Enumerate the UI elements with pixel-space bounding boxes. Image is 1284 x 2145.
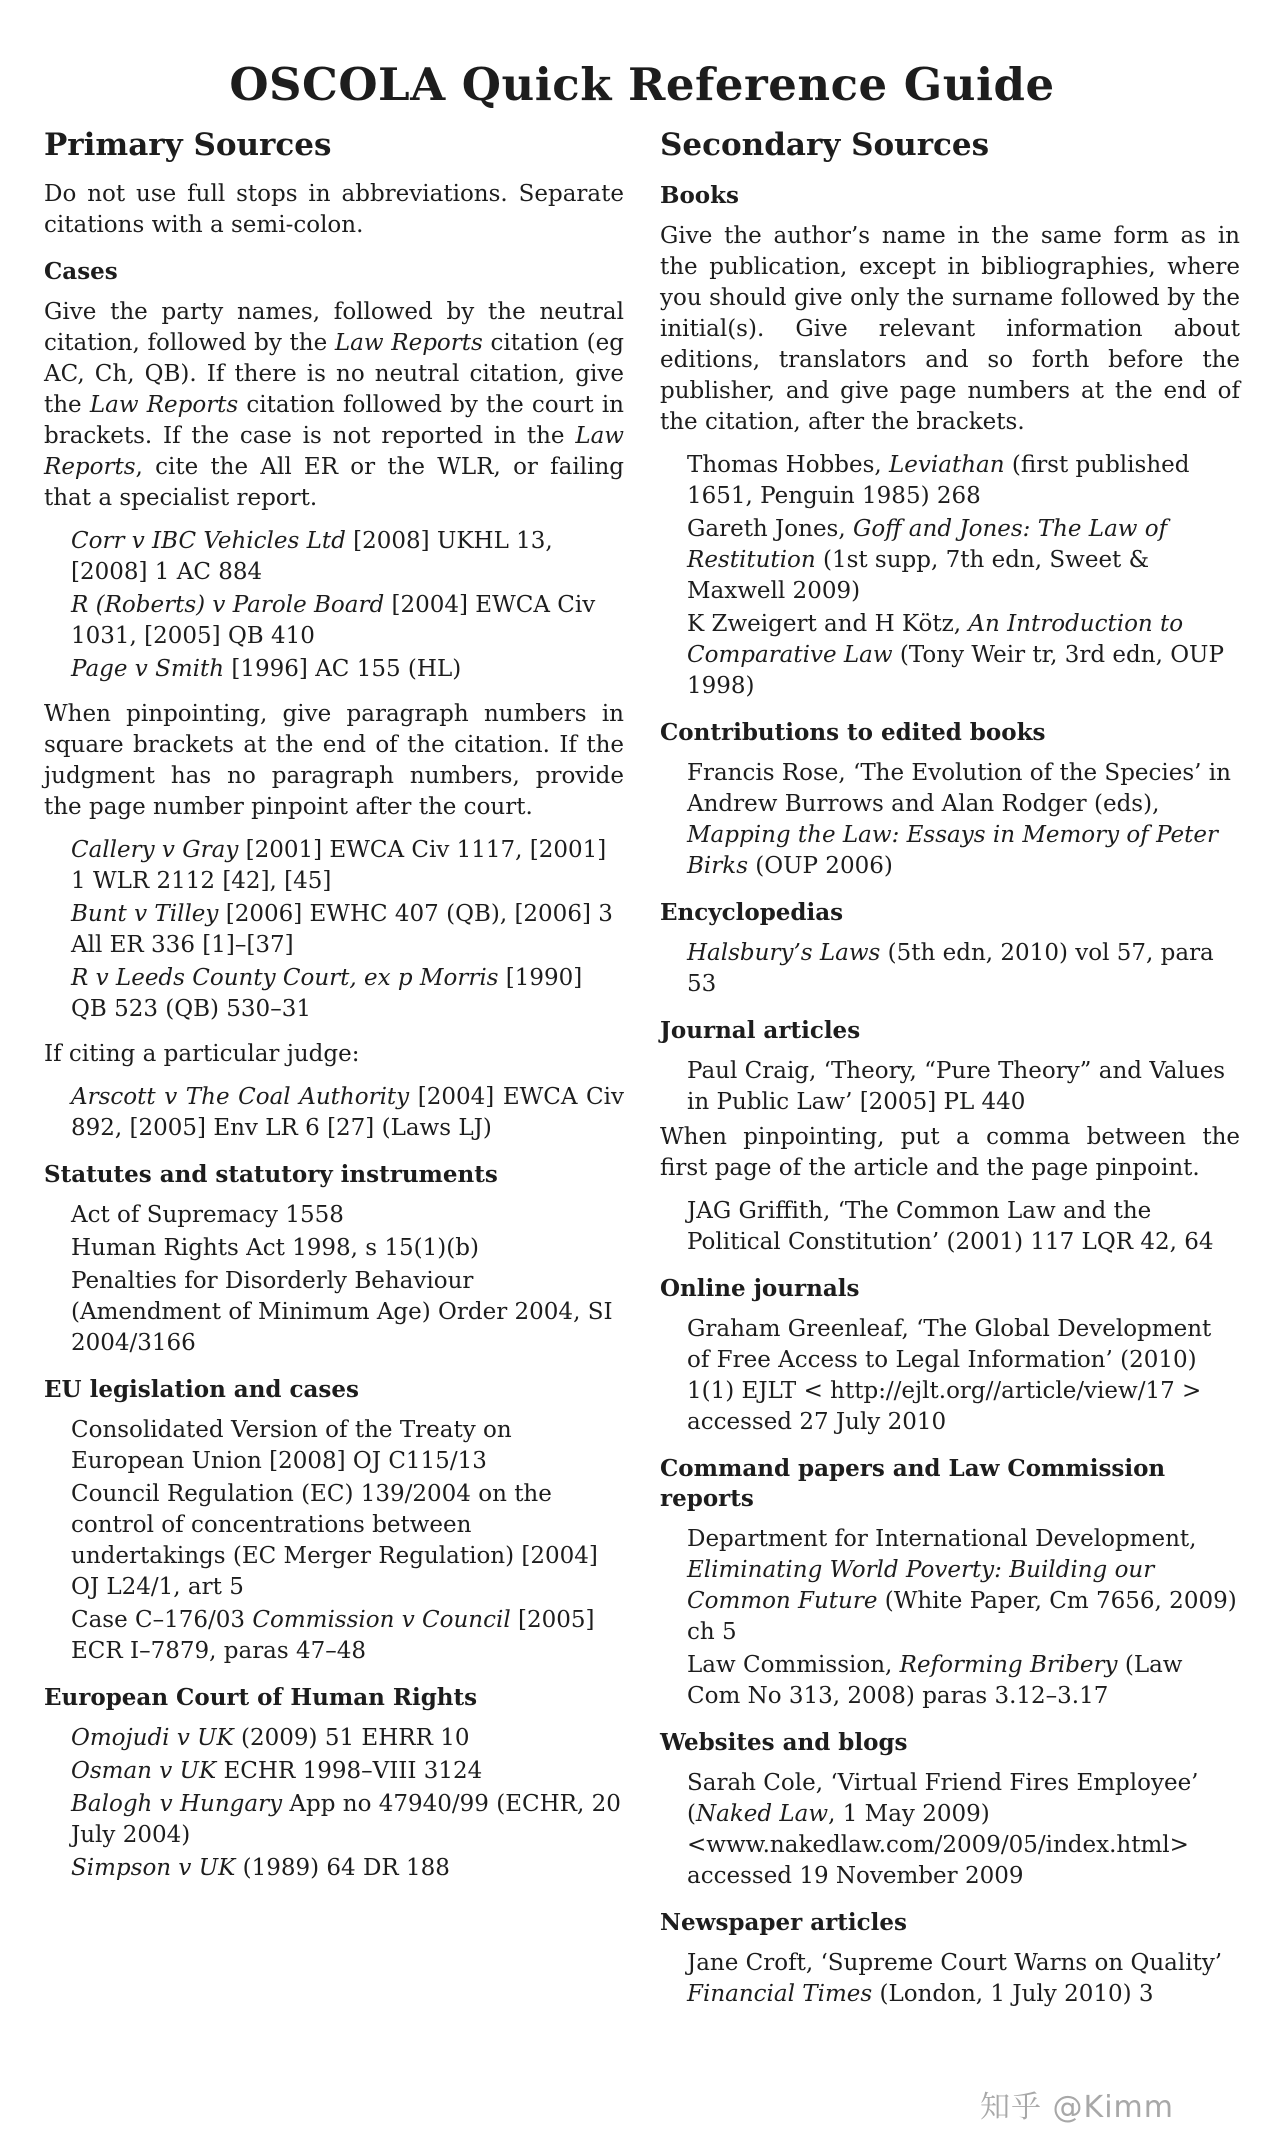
case-example xyxy=(71,1853,624,1884)
case-example xyxy=(71,654,624,685)
book-example xyxy=(687,514,1240,607)
online-example: Graham Greenleaf, ‘The Global Development of Free Access to Legal Information’ (2010) 1(1) EJLT < http://ejlt.org//article/view/17 > accessed 27 July 2010 xyxy=(687,1316,1212,1435)
echr-list xyxy=(44,1723,624,1884)
eu-list xyxy=(44,1415,624,1667)
journals-heading: Journal articles xyxy=(660,1017,861,1044)
eu-item: Council Regulation (EC) 139/2004 on the control of concentrations between undertakings (EC Merger Regulation) [2004] OJ L24/1, art 5 xyxy=(71,1481,598,1600)
book-example xyxy=(687,609,1240,702)
contrib-author: Francis Rose, ‘The Evolution of the Species’ in Andrew Burrows and Alan Rodger (eds), xyxy=(687,760,1231,817)
statutes-heading: Statutes and statutory instruments xyxy=(44,1161,498,1188)
case-citation: [1990] QB 523 (QB) 530–31 xyxy=(71,965,583,1022)
case-citation: [2001] EWCA Civ 1117, [2001] 1 WLR 2112 [42], [45] xyxy=(71,837,607,894)
online-heading: Online journals xyxy=(660,1275,860,1302)
primary-intro: Do not use full stops in abbreviations. Separate citations with a semi-colon. xyxy=(44,181,624,238)
command-author: Law Commission, xyxy=(687,1652,900,1678)
newspaper-author: Jane Croft, ‘Supreme Court Warns on Quality’ xyxy=(687,1950,1223,1976)
encyc-details: (5th edn, 2010) vol 57, para 53 xyxy=(687,940,1214,997)
statute-item: Human Rights Act 1998, s 15(1)(b) xyxy=(71,1235,479,1261)
judge-examples xyxy=(44,1082,624,1144)
eu-item-prefix: Case C–176/03 xyxy=(71,1607,253,1633)
case-name: Omojudi v UK xyxy=(71,1725,234,1751)
book-details: (first published 1651, Penguin 1985) 268 xyxy=(687,452,1190,509)
case-example xyxy=(71,590,624,652)
website-details: , 1 May 2009) <www.nakedlaw.com/2009/05/index.html> accessed 19 November 2009 xyxy=(687,1801,1189,1889)
case-citation: [2004] EWCA Civ 892, [2005] Env LR 6 [27] (Laws LJ) xyxy=(71,1084,625,1141)
case-name: Arscott v The Coal Authority xyxy=(71,1084,410,1110)
journal-example: Paul Craig, ‘Theory, “Pure Theory” and Values in Public Law’ [2005] PL 440 xyxy=(687,1058,1226,1115)
case-name: Corr v IBC Vehicles Ltd xyxy=(71,528,346,554)
case-name: Commission v Council xyxy=(252,1607,511,1633)
case-example xyxy=(71,1082,624,1144)
book-details: (Tony Weir tr, 3rd edn, OUP 1998) xyxy=(687,642,1224,699)
case-citation: App no 47940/99 (ECHR, 20 July 2004) xyxy=(71,1791,621,1848)
book-example xyxy=(687,450,1240,512)
command-examples xyxy=(660,1524,1240,1712)
websites-examples xyxy=(660,1768,1240,1892)
case-example xyxy=(71,963,624,1025)
book-details: (OUP 2006) xyxy=(748,853,893,879)
case-citation: [2004] EWCA Civ 1031, [2005] QB 410 xyxy=(71,592,596,649)
journal-example: JAG Griffith, ‘The Common Law and the Political Constitution’ (2001) 117 LQR 42, 64 xyxy=(687,1198,1214,1255)
cases-text-law-reports: Law Reports xyxy=(44,423,624,480)
author: Gareth Jones, xyxy=(687,516,853,542)
command-title: Eliminating World Poverty: Building our Common Future xyxy=(687,1557,1155,1614)
encyc-title: Halsbury’s Laws xyxy=(687,940,881,966)
command-heading: Command papers and Law Commission reports xyxy=(660,1455,1166,1512)
case-citation: [2005] ECR I–7879, paras 47–48 xyxy=(71,1607,595,1664)
command-author: Department for International Development, xyxy=(687,1526,1197,1552)
judge-text: If citing a particular judge: xyxy=(44,1041,360,1067)
page-title: OSCOLA Quick Reference Guide xyxy=(229,58,1055,111)
statute-item: Penalties for Disorderly Behaviour (Amendment of Minimum Age) Order 2004, SI 2004/3166 xyxy=(71,1268,613,1356)
watermark: 知乎 @Kimm xyxy=(980,2090,1174,2125)
newspapers-examples xyxy=(660,1948,1240,2010)
books-examples xyxy=(660,450,1240,702)
encyc-heading: Encyclopedias xyxy=(660,899,844,926)
cases-text-part: , cite the All ER or the WLR, or failing that a specialist report. xyxy=(44,454,624,511)
statutes-list xyxy=(44,1200,624,1359)
case-name: Callery v Gray xyxy=(71,837,239,863)
statute-item: Act of Supremacy 1558 xyxy=(71,1202,344,1228)
author: Thomas Hobbes, xyxy=(687,452,890,478)
case-example xyxy=(71,835,624,897)
book-details: (1st supp, 7th edn, Sweet & Maxwell 2009) xyxy=(687,547,1150,604)
newspaper-details: (London, 1 July 2010) 3 xyxy=(872,1981,1154,2007)
encyc-example xyxy=(687,938,1240,1000)
case-name: Osman v UK xyxy=(71,1758,217,1784)
contrib-example xyxy=(687,758,1240,882)
case-citation: [2008] UKHL 13, [2008] 1 AC 884 xyxy=(71,528,553,585)
website-title: Naked Law xyxy=(695,1801,829,1827)
case-example xyxy=(71,526,624,588)
command-title: Reforming Bribery xyxy=(899,1652,1118,1678)
books-text: Give the author’s name in the same form as in the publication, except in bibliographies, where you should give only the surname followed by the initial(s). Give relevant information about editions, translators and so forth before the publisher, and give page numbers at the end of the citation, after the brackets. xyxy=(660,223,1240,435)
case-example xyxy=(71,1723,624,1754)
journal-examples xyxy=(660,1196,1240,1258)
command-details: (Law Com No 313, 2008) paras 3.12–3.17 xyxy=(687,1652,1183,1709)
book-title: Leviathan xyxy=(889,452,1005,478)
pinpoint-examples xyxy=(44,835,624,1025)
contrib-examples xyxy=(660,758,1240,882)
eu-item xyxy=(71,1605,624,1667)
case-citation: [2006] EWHC 407 (QB), [2006] 3 All ER 336 [1]–[37] xyxy=(71,901,613,958)
case-example xyxy=(71,899,624,961)
cases-text-law-reports: Law Reports xyxy=(334,330,483,356)
websites-heading: Websites and blogs xyxy=(660,1729,908,1756)
author: K Zweigert and H Kötz, xyxy=(687,611,969,637)
cases-text-part: citation followed by the court in brackets. If the case is not reported in the xyxy=(44,392,624,449)
website-example xyxy=(687,1768,1240,1892)
cases-text-law-reports: Law Reports xyxy=(89,392,239,418)
command-details: (White Paper, Cm 7656, 2009) ch 5 xyxy=(687,1588,1237,1645)
command-example xyxy=(687,1650,1240,1712)
case-name: Simpson v UK xyxy=(71,1855,236,1881)
case-name: Bunt v Tilley xyxy=(71,901,219,927)
case-name: R v Leeds County Court, ex p Morris xyxy=(71,965,499,991)
case-name: R (Roberts) v Parole Board xyxy=(71,592,385,618)
case-citation: ECHR 1998–VIII 3124 xyxy=(216,1758,483,1784)
pinpoint-text: When pinpointing, give paragraph numbers in square brackets at the end of the citation. If the judgment has no paragraph numbers, provide the page number pinpoint after the court. xyxy=(44,701,624,820)
journal-pinpoint-text: When pinpointing, put a comma between the first page of the article and the page pinpoint. xyxy=(660,1124,1240,1181)
newspaper-title: Financial Times xyxy=(687,1981,873,2007)
newspapers-heading: Newspaper articles xyxy=(660,1909,907,1936)
case-citation: [1996] AC 155 (HL) xyxy=(224,656,462,682)
eu-heading: EU legislation and cases xyxy=(44,1376,359,1403)
case-name: Balogh v Hungary xyxy=(71,1791,283,1817)
case-citation: (2009) 51 EHRR 10 xyxy=(233,1725,470,1751)
website-author: Sarah Cole, ‘Virtual Friend Fires Employee’ ( xyxy=(687,1770,1199,1827)
encyc-examples xyxy=(660,938,1240,1000)
case-example xyxy=(71,1789,624,1851)
eu-item: Consolidated Version of the Treaty on European Union [2008] OJ C115/13 xyxy=(71,1417,512,1474)
secondary-sources-column xyxy=(660,125,1240,2024)
book-title: Mapping the Law: Essays in Memory of Peter Birks xyxy=(687,822,1219,879)
command-example xyxy=(687,1524,1240,1648)
contrib-heading: Contributions to edited books xyxy=(660,719,1046,746)
cases-text-part: citation (eg AC, Ch, QB). If there is no neutral citation, give the xyxy=(44,330,624,418)
cases-examples xyxy=(44,526,624,685)
case-citation: (1989) 64 DR 188 xyxy=(235,1855,450,1881)
book-title: An Introduction to Comparative Law xyxy=(687,611,1184,668)
secondary-sources-heading: Secondary Sources xyxy=(660,127,990,163)
cases-text xyxy=(44,297,624,514)
cases-text-part: Give the party names, followed by the neutral citation, followed by the xyxy=(44,299,624,356)
case-example xyxy=(71,1756,624,1787)
primary-sources-column xyxy=(44,125,624,1898)
newspaper-example xyxy=(687,1948,1240,2010)
cases-heading: Cases xyxy=(44,258,118,285)
echr-heading: European Court of Human Rights xyxy=(44,1684,478,1711)
online-examples xyxy=(660,1314,1240,1438)
books-heading: Books xyxy=(660,182,740,209)
book-title: Goff and Jones: The Law of Restitution xyxy=(687,516,1168,573)
primary-sources-heading: Primary Sources xyxy=(44,127,332,163)
case-name: Page v Smith xyxy=(71,656,225,682)
